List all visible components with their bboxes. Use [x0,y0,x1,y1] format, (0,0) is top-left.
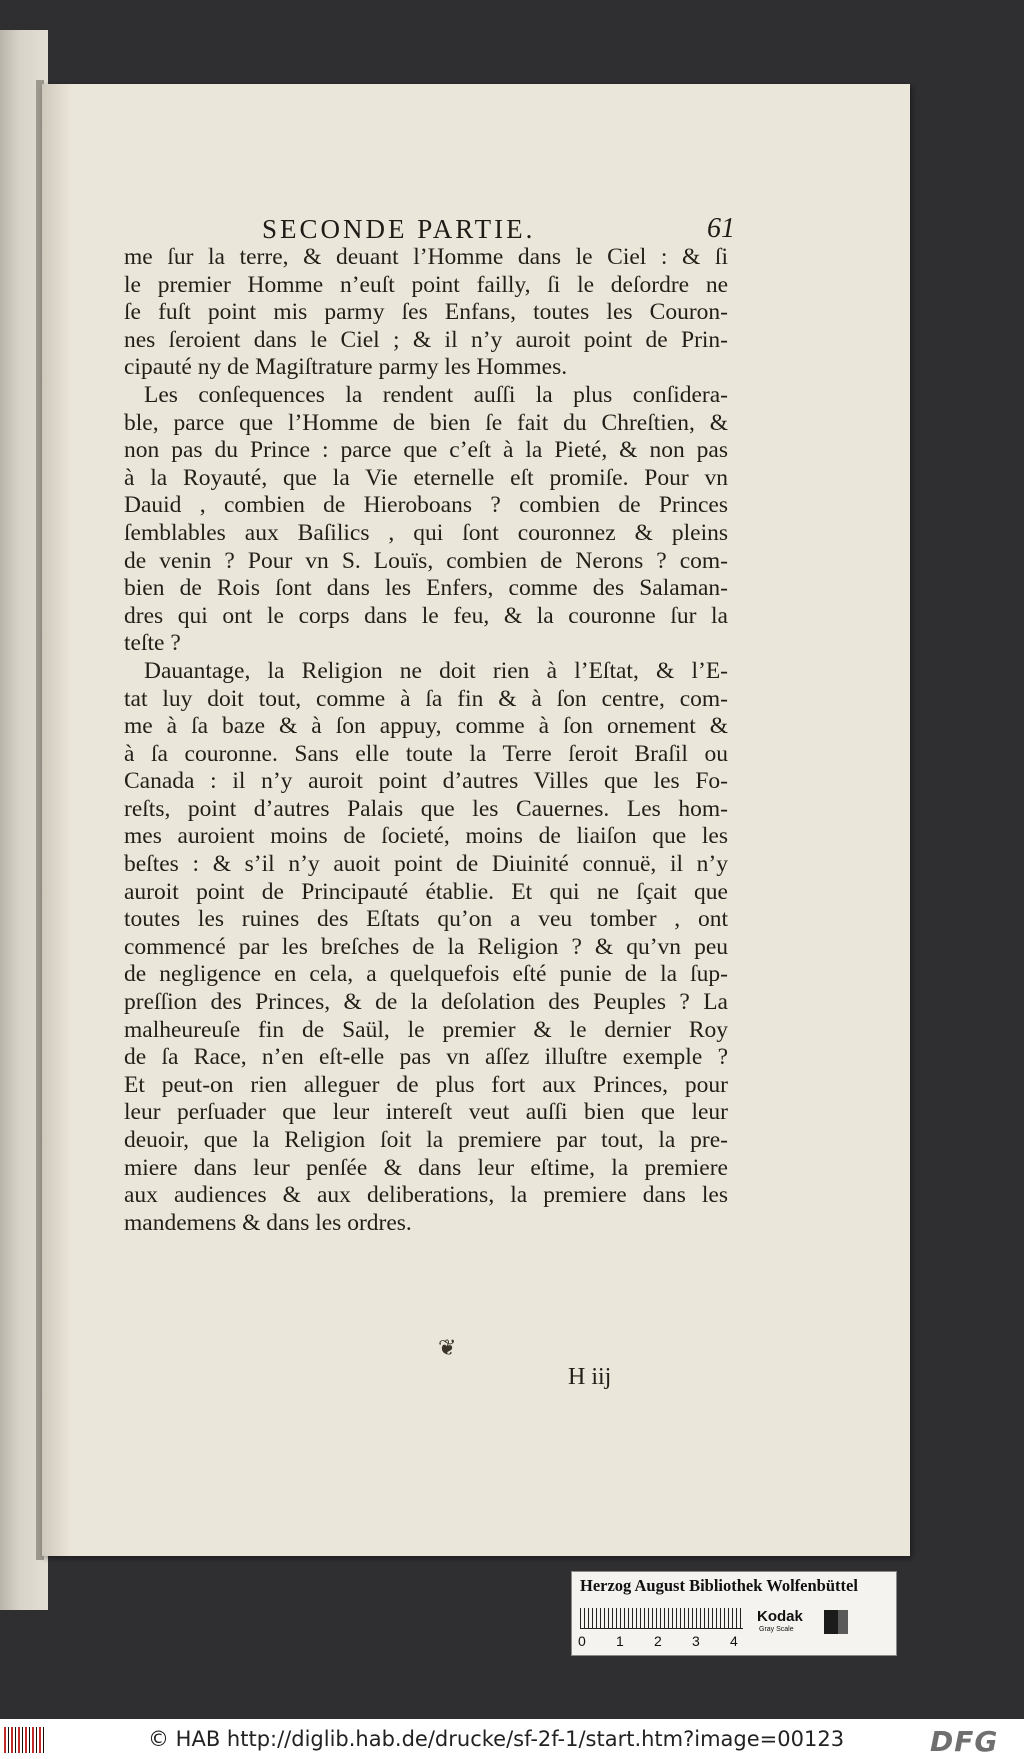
text-line: de ſa Race, n’en eſt-elle pas vn aſſez illuſtre exemple ? [124,1044,728,1071]
text-line: aux audiences & aux deliberations, la premiere dans les [124,1182,728,1209]
dfg-logo: DFG [930,1725,999,1758]
text-line: commencé par les breſches de la Religion ? & qu’vn peu [124,933,728,960]
text-line: tat luy doit tout, comme à ſa fin & à ſon centre, com- [124,685,728,712]
text-line: miere dans leur penſée & dans leur eſtime, la premiere [124,1154,728,1181]
ruler-number: 3 [692,1633,700,1649]
body-text [124,244,728,1237]
text-line: mandemens & dans les ordres. [124,1209,412,1236]
ruler-number: 1 [616,1633,624,1649]
library-name: Herzog August Bibliothek Wolfenbüttel [580,1576,858,1595]
text-line: le premier Homme n’euſt point failly, ſi le deſordre ne [124,271,728,298]
page-number: 61 [707,213,735,244]
text-line: ble, parce que l’Homme de bien ſe fait du Chreſtien, & [124,409,728,436]
text-line: auroit point de Principauté établie. Et qui ne ſçait que [124,878,728,905]
color-scale-card [571,1571,897,1656]
text-line: deuoir, que la Religion ſoit la premiere par tout, la pre- [124,1127,728,1153]
footer-bar [0,1719,1024,1759]
book-page [42,84,910,1556]
ruler-baseline [580,1628,743,1629]
text-line: leur perſuader que leur intereſt veut auſſi bien que leur [124,1099,728,1126]
ruler-numbers [578,1633,748,1651]
text-line: Et peut-on rien alleguer de plus fort aux Princes, pour [124,1071,728,1098]
text-line: mes auroient moins de ſocieté, moins de liaiſon que les [124,823,728,850]
text-line: de negligence en cela, a quelquefois eſté punie de la ſup- [124,961,728,988]
text-line: Dauantage, la Religion ne doit rien à l’Eſtat, & l’E- [144,657,728,684]
text-line: toutes les ruines des Eſtats qu’on a veu tomber , ont [124,906,728,933]
text-line: cipauté ny de Magiſtrature parmy les Hommes. [124,354,568,381]
text-line: malheureuſe fin de Saül, le premier & le dernier Roy [124,1016,728,1043]
text-line: Canada : il n’y auroit point d’autres Villes que les Fo- [124,768,728,795]
gray-patch [838,1610,848,1634]
barcode-icon [4,1727,46,1753]
text-line: à ſa couronne. Sans elle toute la Terre ſeroit Braſil ou [124,740,728,767]
page-shadow [42,84,72,1556]
text-line: dres qui ont le corps dans le feu, & la couronne ſur la [124,602,728,629]
text-line: nes ſeroient dans le Ciel ; & il n’y auroit point de Prin- [124,326,728,353]
text-line: bien de Rois ſont dans les Enfers, comme des Salaman- [124,575,728,602]
gray-scale-label: Gray Scale [759,1626,794,1633]
text-line: de venin ? Pour vn S. Louïs, combien de Nerons ? com- [124,547,728,574]
text-line: Dauid , combien de Hieroboans ? combien de Princes [124,492,728,519]
text-line: preſſion des Princes, & de la deſolation des Peuples ? La [124,989,728,1016]
text-line: me à ſa baze & à ſon appuy, comme à ſon ornement & [124,713,728,740]
text-line: non pas du Prince : parce que c’eſt à la Pieté, & non pas [124,437,728,464]
text-line: à la Royauté, que la Vie eternelle eſt promiſe. Pour vn [124,464,728,491]
ruler-number: 4 [730,1633,738,1649]
running-head: SECONDE PARTIE. [262,214,536,244]
ruler-number: 2 [654,1633,662,1649]
text-line: teſte ? [124,630,181,657]
text-line: me ſur la terre, & deuant l’Homme dans le Ciel : & ſi [124,244,728,270]
ruler-number: 0 [578,1633,586,1649]
text-line: beſtes : & s’il n’y auoit point de Diuinité connuë, il n’y [124,851,728,878]
ruler-ticks [580,1608,743,1628]
ornament-icon: ❦ [438,1336,457,1361]
text-line: ſe fuſt point mis parmy ſes Enfans, toutes les Couron- [124,299,728,326]
copyright-link[interactable]: © HAB http://diglib.hab.de/drucke/sf-2f-1/start.htm?image=00123 [148,1727,845,1751]
signature-mark: H iij [568,1364,612,1390]
kodak-label: Kodak [757,1608,803,1625]
gray-patch [824,1610,838,1634]
text-line: reſts, point d’autres Palais que les Cauernes. Les hom- [124,795,728,822]
text-line: Les conſequences la rendent auſſi la plus conſidera- [144,381,728,408]
text-line: ſemblables aux Baſilics , qui ſont couronnez & pleins [124,519,728,546]
